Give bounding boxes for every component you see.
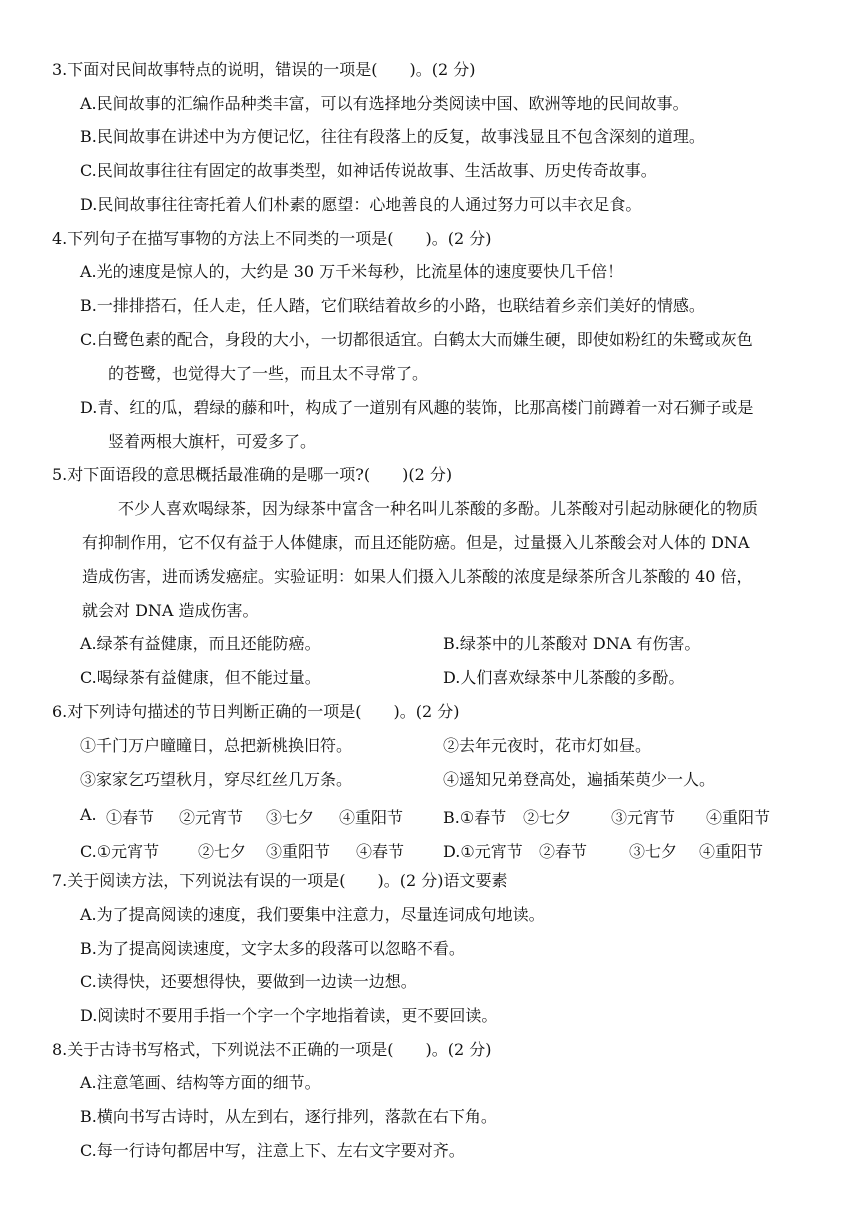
option-item: ③七夕 xyxy=(266,808,315,827)
question-3-option-d: D.民间故事往往寄托着人们朴素的愿望：心地善良的人通过努力可以丰衣足食。 xyxy=(80,195,642,214)
question-5-passage-line-1: 不少人喜欢喝绿茶，因为绿茶中富含一种名叫儿茶酸的多酚。儿茶酸对引起动脉硬化的物质 xyxy=(118,499,759,518)
question-6-poem-1: ①千门万户曈曈日，总把新桃换旧符。 xyxy=(80,736,353,755)
question-7-option-a: A.为了提高阅读的速度，我们要集中注意力，尽量连词成句地读。 xyxy=(80,905,545,924)
option-item: ②春节 xyxy=(539,842,588,861)
question-5-option-d: D.人们喜欢绿茶中儿茶酸的多酚。 xyxy=(443,668,685,687)
question-4-option-b: B.一排排搭石，任人走，任人踏，它们联结着故乡的小路，也联结着乡亲们美好的情感。 xyxy=(80,296,705,315)
question-4-stem: 4.下列句子在描写事物的方法上不同类的一项是( )。(2 分) xyxy=(52,229,492,248)
question-5-option-a: A.绿茶有益健康，而且还能防癌。 xyxy=(80,634,321,653)
question-7-option-c: C.读得快，还要想得快，要做到一边读一边想。 xyxy=(80,972,417,991)
question-5-passage-line-2: 有抑制作用，它不仅有益于人体健康，而且还能防癌。但是，过量摄入儿茶酸会对人体的 DNA xyxy=(82,533,750,552)
question-5-passage-line-3: 造成伤害，进而诱发癌症。实验证明：如果人们摄入儿茶酸的浓度是绿茶所含儿茶酸的 40 倍， xyxy=(82,567,753,586)
option-item: ②七夕 xyxy=(523,808,572,827)
question-4-option-c: C.白鹭色素的配合，身段的大小，一切都很适宜。白鹤太大而嫌生硬，即使如粉红的朱鹭或灰色 xyxy=(80,330,753,349)
option-label: A. xyxy=(80,805,97,824)
option-item: ②七夕 xyxy=(198,842,247,861)
question-3-option-a: A.民间故事的汇编作品种类丰富，可以有选择地分类阅读中国、欧洲等地的民间故事。 xyxy=(80,94,689,113)
question-3-option-c: C.民间故事往往有固定的故事类型，如神话传说故事、生活故事、历史传奇故事。 xyxy=(80,161,657,180)
question-5-stem: 5.对下面语段的意思概括最准确的是哪一项?( )(2 分) xyxy=(52,465,453,484)
question-8-stem: 8.关于古诗书写格式，下列说法不正确的一项是( )。(2 分) xyxy=(52,1040,492,1059)
question-8-option-c: C.每一行诗句都居中写，注意上下、左右文字要对齐。 xyxy=(80,1141,465,1160)
question-4-option-d-continued: 竖着两根大旗杆，可爱多了。 xyxy=(108,432,317,451)
option-item: ③七夕 xyxy=(629,842,678,861)
question-8-option-a: A.注意笔画、结构等方面的细节。 xyxy=(80,1073,321,1092)
option-item: C.①元宵节 xyxy=(80,842,160,861)
question-4-option-d: D.青、红的瓜，碧绿的藤和叶，构成了一道别有风趣的装饰，比那高楼门前蹲着一对石狮子或是 xyxy=(80,398,754,417)
question-6-poem-4: ④遥知兄弟登高处，遍插茱萸少一人。 xyxy=(443,770,716,789)
question-5-option-b: B.绿茶中的儿茶酸对 DNA 有伤害。 xyxy=(443,634,701,653)
question-7-option-d: D.阅读时不要用手指一个字一个字地指着读，更不要回读。 xyxy=(80,1006,498,1025)
option-item: B.①春节 xyxy=(443,808,507,827)
option-item: D.①元宵节 xyxy=(443,842,523,861)
question-5-passage-line-4: 就会对 DNA 造成伤害。 xyxy=(82,601,259,620)
question-8-option-b: B.横向书写古诗时，从左到右，逐行排列，落款在右下角。 xyxy=(80,1107,497,1126)
option-item: ④重阳节 xyxy=(339,808,404,827)
question-6-stem: 6.对下列诗句描述的节日判断正确的一项是( )。(2 分) xyxy=(52,702,460,721)
option-item: ③重阳节 xyxy=(266,842,331,861)
option-item: ②元宵节 xyxy=(179,808,244,827)
question-7-option-b: B.为了提高阅读速度，文字太多的段落可以忽略不看。 xyxy=(80,939,465,958)
option-item: ④重阳节 xyxy=(699,842,764,861)
option-item: ④重阳节 xyxy=(706,808,771,827)
question-3-stem: 3.下面对民间故事特点的说明，错误的一项是( )。(2 分) xyxy=(52,60,476,79)
question-6-poem-2: ②去年元夜时，花市灯如昼。 xyxy=(443,736,652,755)
question-6-poem-3: ③家家乞巧望秋月，穿尽红丝几万条。 xyxy=(80,770,353,789)
option-item: ①春节 xyxy=(106,808,155,827)
option-item: ③元宵节 xyxy=(611,808,676,827)
question-3-option-b: B.民间故事在讲述中为方便记忆，往往有段落上的反复，故事浅显且不包含深刻的道理。 xyxy=(80,127,705,146)
question-7-stem: 7.关于阅读方法，下列说法有误的一项是( )。(2 分)语文要素 xyxy=(52,871,508,890)
question-5-option-c: C.喝绿茶有益健康，但不能过量。 xyxy=(80,668,321,687)
option-item: ④春节 xyxy=(356,842,405,861)
question-4-option-a: A.光的速度是惊人的，大约是 30 万千米每秒，比流星体的速度要快几千倍！ xyxy=(80,262,624,281)
question-4-option-c-continued: 的苍鹭，也觉得大了一些，而且太不寻常了。 xyxy=(108,364,429,383)
